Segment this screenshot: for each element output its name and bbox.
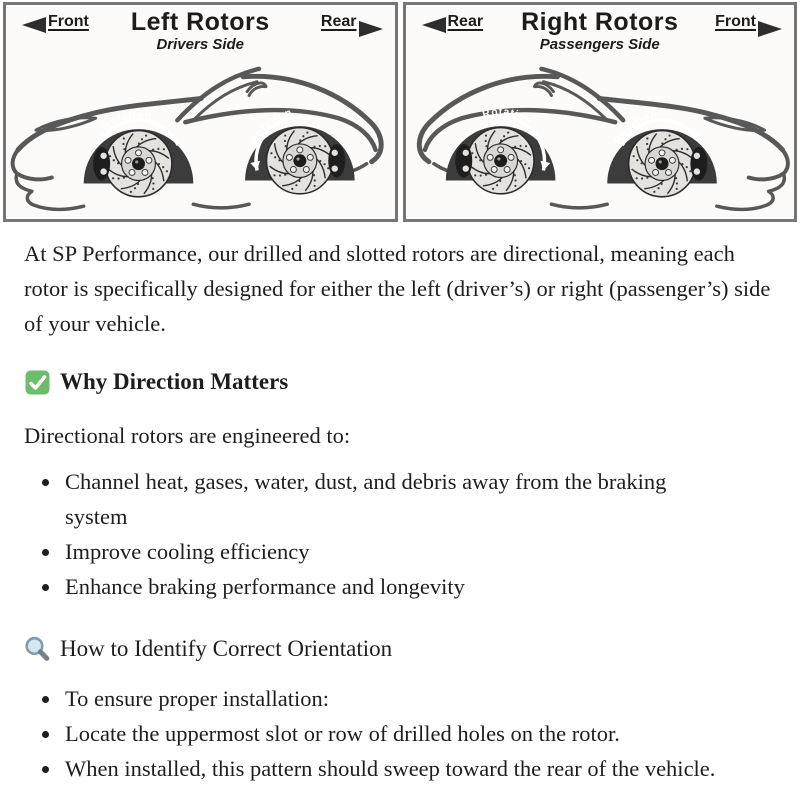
bullet-item: • Enhance braking performance and longevity [62, 569, 772, 604]
panel-header-left [6, 5, 395, 59]
panel-title: Left Rotors [130, 8, 270, 36]
arrow-left-icon [422, 17, 446, 33]
direction-label: Rear [447, 13, 484, 30]
article-body [0, 222, 800, 806]
arrow-right-icon [359, 21, 383, 37]
diagram-panel-right [403, 2, 798, 222]
section-heading-identify-orientation [24, 634, 772, 664]
panel-title: Right Rotors [521, 8, 679, 36]
direction-rear-left [422, 13, 484, 33]
svg-text:Rotation: Rotation [612, 109, 658, 147]
direction-rear-right [321, 13, 383, 37]
arrow-left-icon [22, 17, 46, 33]
rotor-direction-diagram [0, 0, 800, 222]
section-lead: Directional rotors are engineered to: [24, 423, 351, 448]
section-title: How to Identify Correct Orientation [60, 636, 393, 661]
magnifying-glass-icon [24, 636, 51, 663]
direction-front-right [715, 13, 782, 37]
diagram-panel-left [3, 2, 398, 222]
section-title: Why Direction Matters [60, 369, 289, 394]
direction-label: Rear [320, 13, 357, 30]
panel-header-right [406, 5, 795, 59]
direction-label: Front [715, 13, 756, 30]
intro-paragraph: At SP Performance, our drilled and slotted rotors are directional, meaning each rotor is specifically designed for either the left (driver’s) or right (passenger’s) side of your vehicle. [24, 241, 771, 336]
panel-subtitle: Drivers Side [156, 36, 245, 53]
bullet-item: • To ensure proper installation: [62, 681, 772, 716]
svg-text:Rotation: Rotation [480, 106, 534, 128]
bullet-item: • Channel heat, gases, water, dust, and debris away from the braking system [62, 464, 705, 534]
svg-text:Rotation: Rotation [249, 107, 294, 146]
panel-subtitle: Passengers Side [539, 36, 660, 53]
benefits-bullet-list [24, 464, 772, 604]
svg-text:Rotation: Rotation [100, 109, 153, 134]
bullet-item: • Improve cooling efficiency [62, 534, 772, 569]
car-illustration-left [6, 59, 395, 219]
check-mark-icon [24, 369, 51, 396]
arrow-right-icon [758, 21, 782, 37]
section-heading-why-direction-matters [24, 367, 772, 397]
direction-front-left [22, 13, 89, 33]
direction-label: Front [48, 13, 89, 30]
bullet-item: • When installed, this pattern should sweep toward the rear of the vehicle. [62, 751, 772, 786]
bullet-item: • Locate the uppermost slot or row of drilled holes on the rotor. [62, 716, 772, 751]
car-illustration-right [406, 59, 795, 219]
orientation-bullet-list [24, 681, 772, 786]
